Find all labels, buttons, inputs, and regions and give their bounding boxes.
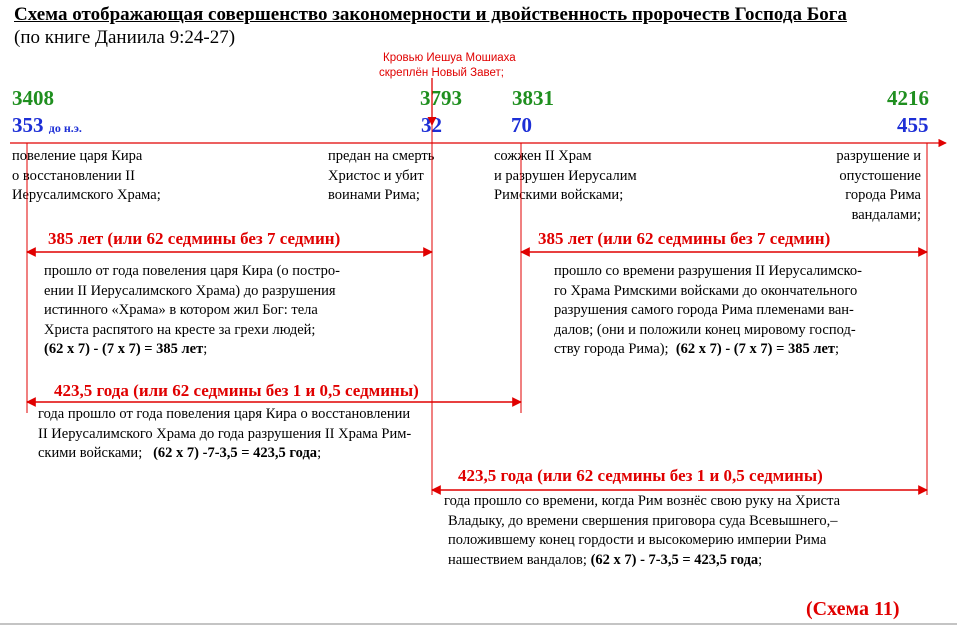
formula-tail: ; bbox=[203, 341, 208, 357]
event-line: предан на смерть bbox=[328, 148, 435, 164]
text-line: года прошло от года повеления царя Кира о восстановлении bbox=[38, 406, 411, 422]
span-label-4: 423,5 года (или 62 седмины без 1 и 0,5 седмины) bbox=[458, 466, 823, 485]
text-line: года прошло со времени, когда Рим вознёс свою руку на Христа bbox=[444, 493, 841, 509]
text-line: Владыку, до времени свершения приговора суда Всевышнего,– bbox=[448, 512, 838, 529]
event-line: разрушение и bbox=[836, 148, 921, 164]
event-line: повеление царя Кира bbox=[12, 148, 143, 164]
marker-suffix: до н.э. bbox=[48, 121, 82, 135]
text-line: ству города Рима); bbox=[554, 341, 676, 357]
year-4216: 4216 bbox=[887, 86, 929, 110]
text-line: разрушения самого города Рима племенами ван- bbox=[554, 302, 854, 318]
span-label-3: 423,5 года (или 62 седмины без 1 и 0,5 седмины) bbox=[54, 381, 419, 400]
marker-32: 32 bbox=[421, 113, 442, 137]
text-line: ении II Иерусалимского Храма) до разрушения bbox=[44, 282, 336, 299]
annotation-line-1: Кровью Иешуа Мошиаха bbox=[383, 52, 516, 64]
event-line: вандалами; bbox=[851, 206, 921, 223]
text-line: Христа распятого на кресте за грехи людей; bbox=[44, 321, 316, 338]
page-subtitle: (по книге Даниила 9:24-27) bbox=[14, 27, 236, 48]
text-line: прошло от года повеления царя Кира (о постро- bbox=[44, 263, 340, 279]
event-line: сожжен II Храм bbox=[494, 148, 592, 164]
formula-tail: ; bbox=[835, 341, 840, 357]
marker-value: 353 bbox=[12, 113, 44, 137]
year-3793: 3793 bbox=[420, 86, 462, 110]
formula-tail: ; bbox=[317, 445, 322, 461]
formula: (62 х 7) - (7 х 7) = 385 лет bbox=[44, 341, 204, 357]
marker-455: 455 bbox=[897, 113, 929, 137]
year-3831: 3831 bbox=[512, 86, 554, 110]
event-line: Христос и убит bbox=[328, 167, 424, 184]
text-line: го Храма Римскими войсками до окончательного bbox=[554, 282, 858, 299]
text-line: истинного «Храма» в котором жил Бог: тела bbox=[44, 302, 318, 318]
text-line: положившему конец гордости и высокомерию империи Рима bbox=[448, 532, 827, 548]
text-line: прошло со времени разрушения II Иерусалимско- bbox=[554, 263, 862, 279]
event-line: воинами Рима; bbox=[328, 187, 420, 203]
formula-tail: ; bbox=[758, 551, 763, 568]
event-line: опустошение bbox=[839, 167, 921, 184]
year-3408: 3408 bbox=[12, 86, 54, 110]
event-line: и разрушен Иерусалим bbox=[494, 167, 637, 184]
text-line: II Иерусалимского Храма до года разрушения II Храма Рим- bbox=[38, 425, 412, 442]
scheme-label: (Схема 11) bbox=[806, 598, 900, 620]
text-line: скими войсками; bbox=[38, 445, 154, 461]
formula: (62 х 7) -7-3,5 = 423,5 года bbox=[153, 445, 318, 461]
formula: (62 х 7) - 7-3,5 = 423,5 года bbox=[590, 551, 759, 568]
annotation-line-2: скреплён Новый Завет; bbox=[379, 67, 504, 79]
span-label-1: 385 лет (или 62 седмины без 7 седмин) bbox=[48, 229, 341, 248]
event-line: города Рима bbox=[845, 187, 921, 203]
span-label-2: 385 лет (или 62 седмины без 7 седмин) bbox=[538, 229, 831, 248]
formula: (62 х 7) - (7 х 7) = 385 лет bbox=[675, 341, 836, 357]
page-title: Схема отображающая совершенство закономерности и двойственность пророчеств Господа Бога bbox=[14, 4, 847, 25]
text-line: далов; (они и положили конец мировому господ- bbox=[554, 321, 856, 338]
text-line: нашествием вандалов; bbox=[448, 551, 591, 568]
marker-70: 70 bbox=[511, 113, 532, 137]
event-line: Римскими войсками; bbox=[494, 187, 624, 203]
event-line: о восстановлении II bbox=[12, 167, 135, 184]
event-line: Иерусалимского Храма; bbox=[12, 187, 161, 203]
